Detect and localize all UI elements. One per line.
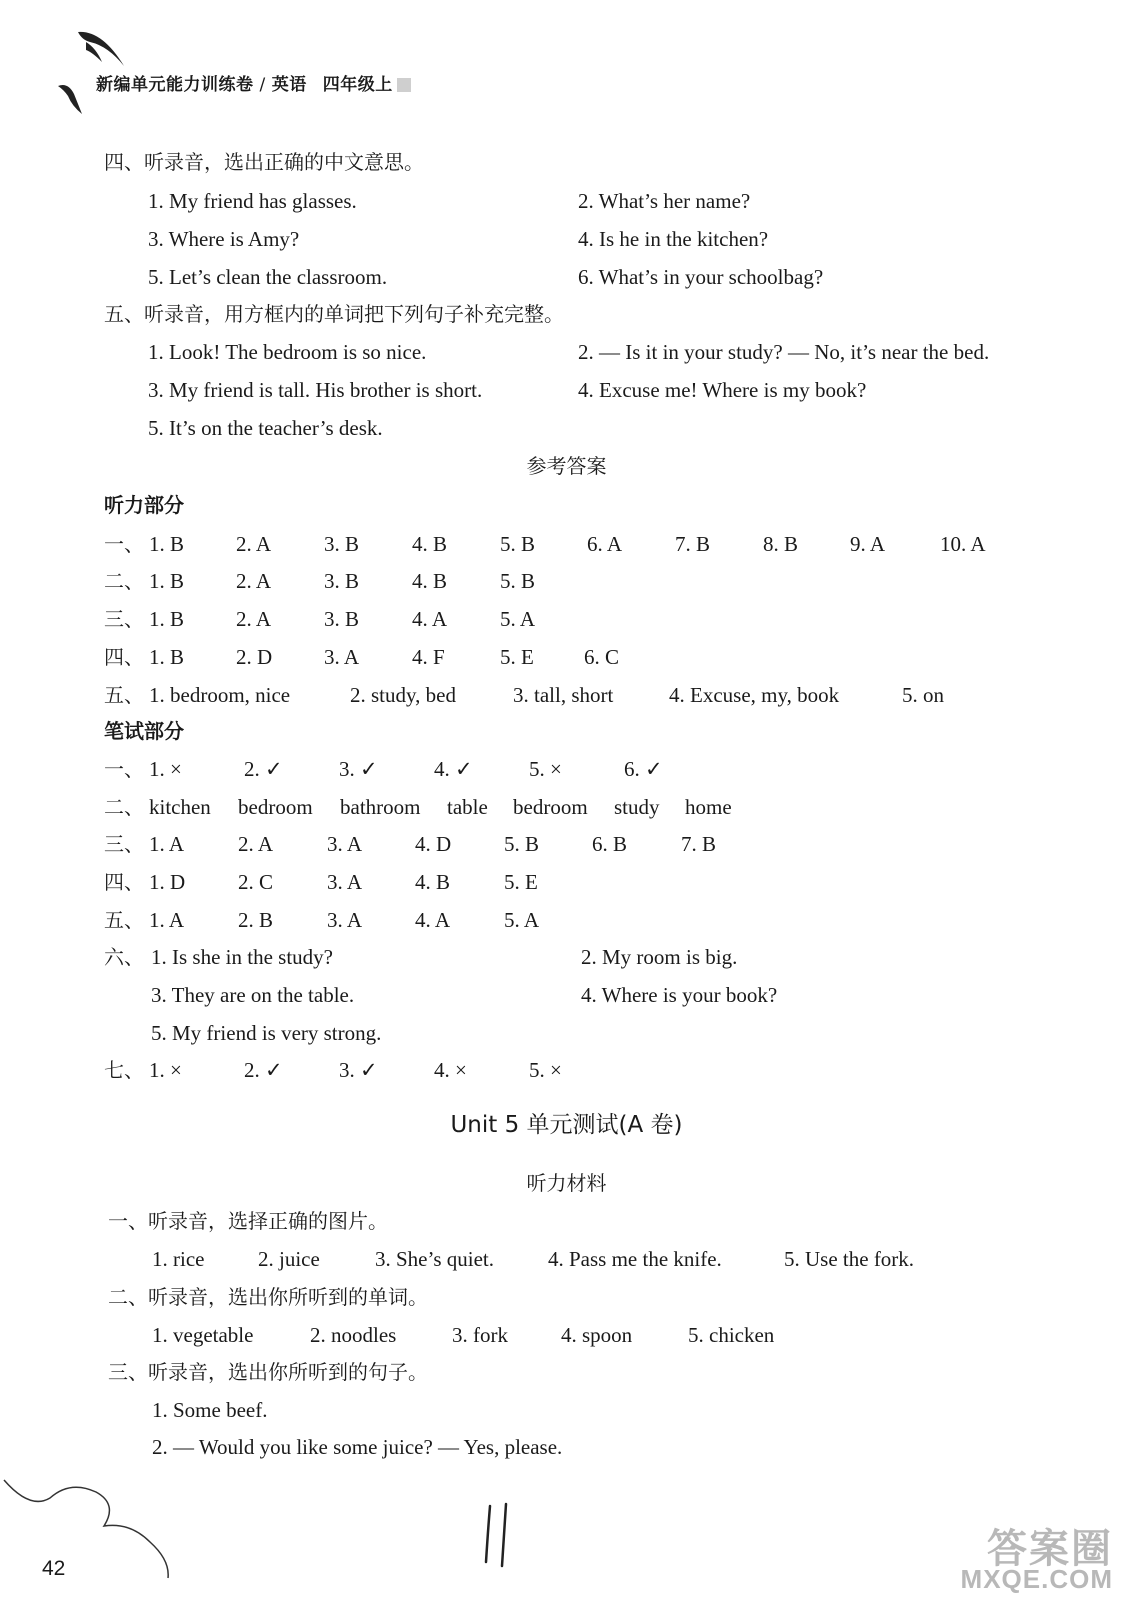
writing-row-1-item: 6. ✓: [624, 757, 663, 781]
listening-row-5-item: 5. on: [902, 683, 944, 707]
listening-row-2-item: 4. B: [412, 569, 448, 593]
writing-row-1-item: 3. ✓: [339, 757, 378, 781]
listening-row-5-item: 3. tall, short: [513, 683, 614, 707]
writing-row-2-item: bedroom: [238, 795, 313, 819]
unit-5-title: Unit 5 单元测试(A 卷): [450, 1112, 683, 1138]
bottom-wave-decoration: [0, 1470, 200, 1580]
writing-row-5-item: 5. A: [504, 908, 540, 932]
listening-row-1-item: 6. A: [587, 532, 623, 556]
listening-row-1-item: 7. B: [675, 532, 711, 556]
unit5-s2-item: 5. chicken: [688, 1323, 775, 1347]
writing-row-3-item: 2. A: [238, 832, 274, 856]
sec4-item-2: 2. What’s her name?: [578, 189, 751, 213]
section-4-heading: 四、听录音，选出正确的中文意思。: [104, 150, 424, 174]
listening-row-5-item: 1. bedroom, nice: [149, 683, 291, 707]
writing-row-6-item: 4. Where is your book?: [581, 983, 778, 1007]
handwritten-mark: [480, 1500, 520, 1570]
listening-row-3-item: 3. B: [324, 607, 360, 631]
listening-row-3-item: 4. A: [412, 607, 448, 631]
writing-row-5-item: 3. A: [327, 908, 363, 932]
writing-row-3-item: 1. A: [149, 832, 185, 856]
listening-row-2-item: 5. B: [500, 569, 536, 593]
writing-row-3-item: 3. A: [327, 832, 363, 856]
writing-row-7-label: 七、: [104, 1058, 144, 1082]
writing-row-5-label: 五、: [104, 908, 144, 932]
writing-row-1-item: 5. ×: [529, 757, 562, 781]
writing-row-6-label: 六、: [104, 945, 144, 969]
writing-row-3-label: 三、: [104, 832, 144, 856]
writing-row-1-item: 4. ✓: [434, 757, 473, 781]
writing-row-1-item: 2. ✓: [244, 757, 283, 781]
grade-label: 四年级上: [322, 75, 393, 95]
listening-row-4-item: 6. C: [584, 645, 620, 669]
writing-row-2-item: bathroom: [340, 795, 421, 819]
sec4-item-6: 6. What’s in your schoolbag?: [578, 265, 824, 289]
writing-row-6-item: 2. My room is big.: [581, 945, 738, 969]
sec5-item-2: 2. — Is it in your study? — No, it’s near the bed.: [578, 340, 990, 364]
unit5-s2-item: 1. vegetable: [152, 1323, 254, 1347]
listening-part-label: 听力部分: [104, 493, 184, 517]
writing-row-7-item: 2. ✓: [244, 1058, 283, 1082]
writing-row-3-item: 4. D: [415, 832, 452, 856]
listening-row-1-item: 3. B: [324, 532, 360, 556]
writing-row-2-label: 二、: [104, 795, 144, 819]
writing-row-6-item: 1. Is she in the study?: [151, 945, 333, 969]
unit5-s1-item: 2. juice: [258, 1247, 320, 1271]
listening-row-1-item: 8. B: [763, 532, 799, 556]
writing-row-4-item: 3. A: [327, 870, 363, 894]
listening-row-2-item: 2. A: [236, 569, 272, 593]
unit5-s1-item: 5. Use the fork.: [784, 1247, 915, 1271]
listening-row-4-item: 3. A: [324, 645, 360, 669]
sec5-item-4: 4. Excuse me! Where is my book?: [578, 378, 867, 402]
writing-row-7-item: 4. ×: [434, 1058, 467, 1082]
unit5-s3-item: 1. Some beef.: [152, 1398, 268, 1422]
grade-box-icon: [397, 78, 411, 92]
listening-row-4-item: 5. E: [500, 645, 534, 669]
listening-row-1-item: 2. A: [236, 532, 272, 556]
listening-row-3-item: 2. A: [236, 607, 272, 631]
sec4-item-3: 3. Where is Amy?: [148, 227, 300, 251]
listening-row-2-item: 1. B: [149, 569, 185, 593]
subject-label: 英语: [271, 75, 307, 95]
sec4-item-5: 5. Let’s clean the classroom.: [148, 265, 388, 289]
sec5-item-3: 3. My friend is tall. His brother is short.: [148, 378, 483, 402]
writing-row-7-item: 5. ×: [529, 1058, 562, 1082]
writing-part-label: 笔试部分: [104, 719, 184, 743]
writing-row-5-item: 4. A: [415, 908, 451, 932]
writing-row-2-item: kitchen: [149, 795, 211, 819]
unit5-s2-item: 2. noodles: [310, 1323, 397, 1347]
listening-row-3-item: 1. B: [149, 607, 185, 631]
listening-row-1-item: 4. B: [412, 532, 448, 556]
writing-row-3-item: 5. B: [504, 832, 540, 856]
writing-row-7-item: 3. ✓: [339, 1058, 378, 1082]
listening-row-4-item: 2. D: [236, 645, 273, 669]
writing-row-5-item: 2. B: [238, 908, 274, 932]
writing-row-6-item: 5. My friend is very strong.: [151, 1021, 382, 1045]
listening-row-4-label: 四、: [104, 645, 144, 669]
header-separator: /: [259, 75, 266, 95]
section-5-heading: 五、听录音，用方框内的单词把下列句子补充完整。: [104, 302, 564, 326]
unit5-s1-item: 1. rice: [152, 1247, 205, 1271]
writing-row-1-item: 1. ×: [149, 757, 182, 781]
writing-row-5-item: 1. A: [149, 908, 185, 932]
unit5-section-1-heading: 一、听录音，选择正确的图片。: [108, 1209, 388, 1233]
writing-row-3-item: 7. B: [681, 832, 717, 856]
listening-row-5-label: 五、: [104, 683, 144, 707]
unit5-s3-item: 2. — Would you like some juice? — Yes, please.: [152, 1435, 563, 1459]
unit5-s1-item: 4. Pass me the knife.: [548, 1247, 722, 1271]
watermark-top: 答案圈: [987, 1527, 1113, 1571]
listening-row-1-item: 10. A: [940, 532, 986, 556]
sec5-item-5: 5. It’s on the teacher’s desk.: [148, 416, 383, 440]
sec4-item-4: 4. Is he in the kitchen?: [578, 227, 769, 251]
unit5-section-3-heading: 三、听录音，选出你所听到的句子。: [108, 1360, 428, 1384]
listening-row-2-label: 二、: [104, 569, 144, 593]
listening-row-1-item: 1. B: [149, 532, 185, 556]
writing-row-4-item: 1. D: [149, 870, 186, 894]
sec5-item-1: 1. Look! The bedroom is so nice.: [148, 340, 427, 364]
writing-row-2-item: study: [614, 795, 660, 819]
listening-row-4-item: 1. B: [149, 645, 185, 669]
listening-row-2-item: 3. B: [324, 569, 360, 593]
unit5-s2-item: 3. fork: [452, 1323, 508, 1347]
listening-row-5-item: 4. Excuse, my, book: [669, 683, 840, 707]
unit5-s2-item: 4. spoon: [561, 1323, 633, 1347]
answers-title: 参考答案: [526, 454, 607, 478]
sec4-item-1: 1. My friend has glasses.: [148, 189, 357, 213]
writing-row-2-item: bedroom: [513, 795, 588, 819]
book-title: 新编单元能力训练卷: [96, 75, 254, 95]
writing-row-4-label: 四、: [104, 870, 144, 894]
listening-row-1-item: 5. B: [500, 532, 536, 556]
page-number: 42: [42, 1557, 66, 1580]
writing-row-7-item: 1. ×: [149, 1058, 182, 1082]
watermark: [960, 1527, 1113, 1594]
listening-row-4-item: 4. F: [412, 645, 445, 669]
writing-row-3-item: 6. B: [592, 832, 628, 856]
listening-row-1-label: 一、: [104, 532, 144, 556]
writing-row-1-label: 一、: [104, 757, 144, 781]
listening-row-3-item: 5. A: [500, 607, 536, 631]
writing-row-4-item: 4. B: [415, 870, 451, 894]
writing-row-2-item: table: [447, 795, 488, 819]
listening-material-title: 听力材料: [526, 1171, 607, 1195]
writing-row-6-item: 3. They are on the table.: [151, 983, 355, 1007]
writing-row-4-item: 5. E: [504, 870, 538, 894]
listening-row-3-label: 三、: [104, 607, 144, 631]
unit5-section-2-heading: 二、听录音，选出你所听到的单词。: [108, 1285, 428, 1309]
page-header: [96, 70, 411, 95]
writing-row-4-item: 2. C: [238, 870, 274, 894]
watermark-bottom: MXQE.COM: [960, 1564, 1113, 1594]
listening-row-1-item: 9. A: [850, 532, 886, 556]
unit5-s1-item: 3. She’s quiet.: [375, 1247, 494, 1271]
writing-row-2-item: home: [685, 795, 732, 819]
listening-row-5-item: 2. study, bed: [350, 683, 456, 707]
